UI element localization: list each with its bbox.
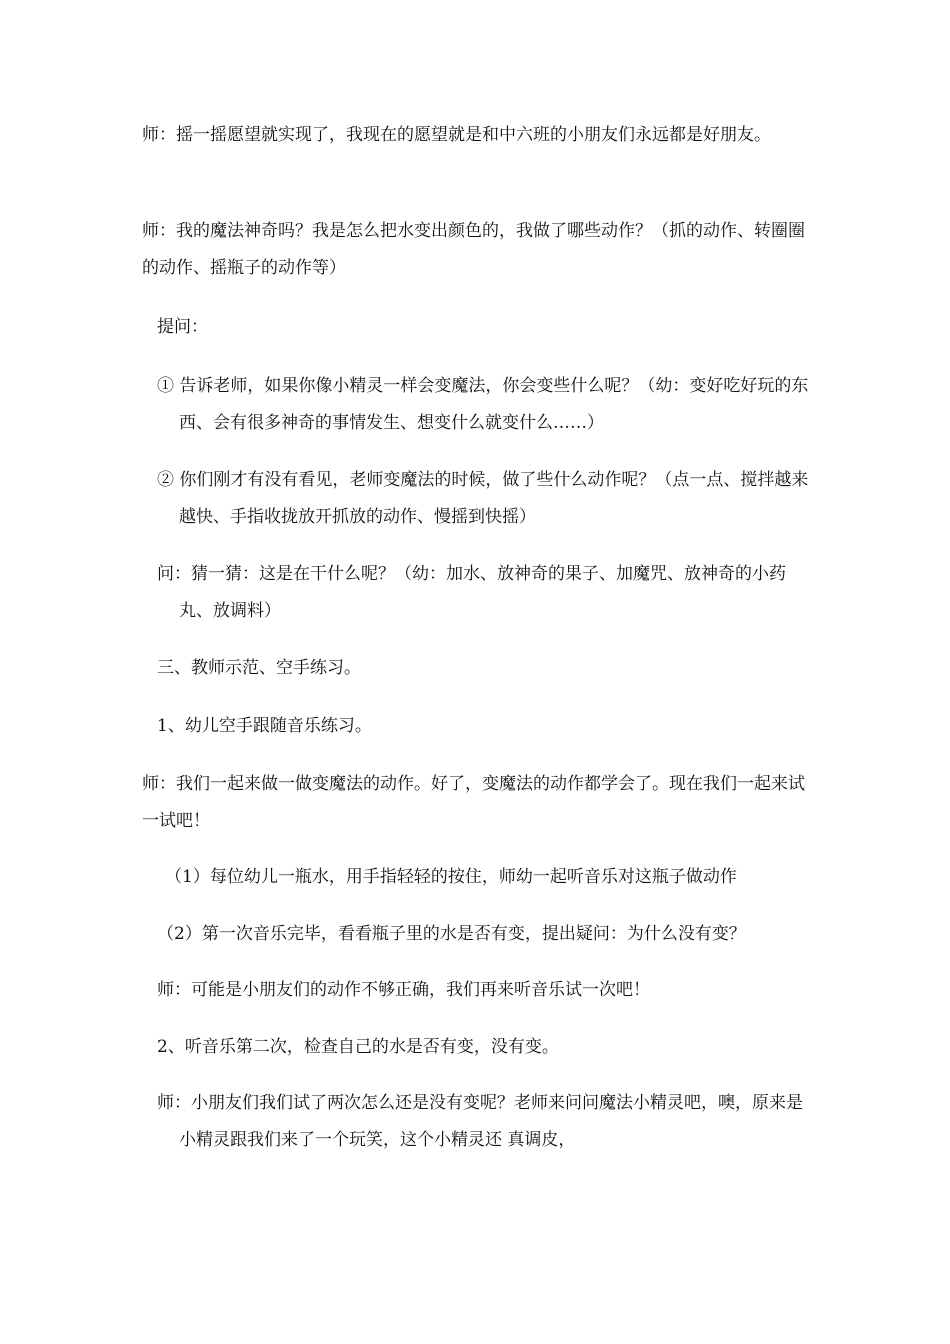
paragraph-question-2: ② 你们刚才有没有看见，老师变魔法的时候，做了些什么动作呢？（点一点、搅拌越来越快、手指收拢放开抓放的动作、慢摇到快摇） [157,470,809,527]
paragraph-wish: 师：摇一摇愿望就实现了，我现在的愿望就是和中六班的小朋友们永远都是好朋友。 [142,125,771,145]
paragraph-step-2: 2、听音乐第二次，检查自己的水是否有变，没有变。 [157,1037,559,1057]
paragraph-teacher-practice: 师：我们一起来做一做变魔法的动作。好了，变魔法的动作都学会了。现在我们一起来试一试吧！ [142,774,805,831]
section-heading-3: 三、教师示范、空手练习。 [157,658,361,678]
paragraph-question-1: ① 告诉老师，如果你像小精灵一样会变魔法，你会变些什么呢？（幼：变好吃好玩的东西、会有很多神奇的事情发生、想变什么就变什么……） [157,376,809,433]
paragraph-step-1: 1、幼儿空手跟随音乐练习。 [157,716,372,736]
paragraph-teacher-retry: 师：可能是小朋友们的动作不够正确，我们再来听音乐试一次吧！ [157,980,650,1000]
paragraph-questions-heading: 提问： [157,317,208,337]
paragraph-teacher-spirit: 师：小朋友们我们试了两次怎么还是没有变呢？老师来问问魔法小精灵吧，噢，原来是小精灵跟我们来了一个玩笑，这个小精灵还 真调皮， [157,1093,803,1150]
paragraph-magic-question: 师：我的魔法神奇吗？我是怎么把水变出颜色的，我做了哪些动作？（抓的动作、转圈圈的动作、摇瓶子的动作等） [142,221,805,278]
paragraph-sub-1: （1）每位幼儿一瓶水，用手指轻轻的按住，师幼一起听音乐对这瓶子做动作 [165,867,737,887]
paragraph-guess: 问：猜一猜：这是在干什么呢？（幼：加水、放神奇的果子、加魔咒、放神奇的小药丸、放调料） [157,564,786,621]
paragraph-sub-2: （2）第一次音乐完毕，看看瓶子里的水是否有变，提出疑问：为什么没有变？ [157,924,746,944]
